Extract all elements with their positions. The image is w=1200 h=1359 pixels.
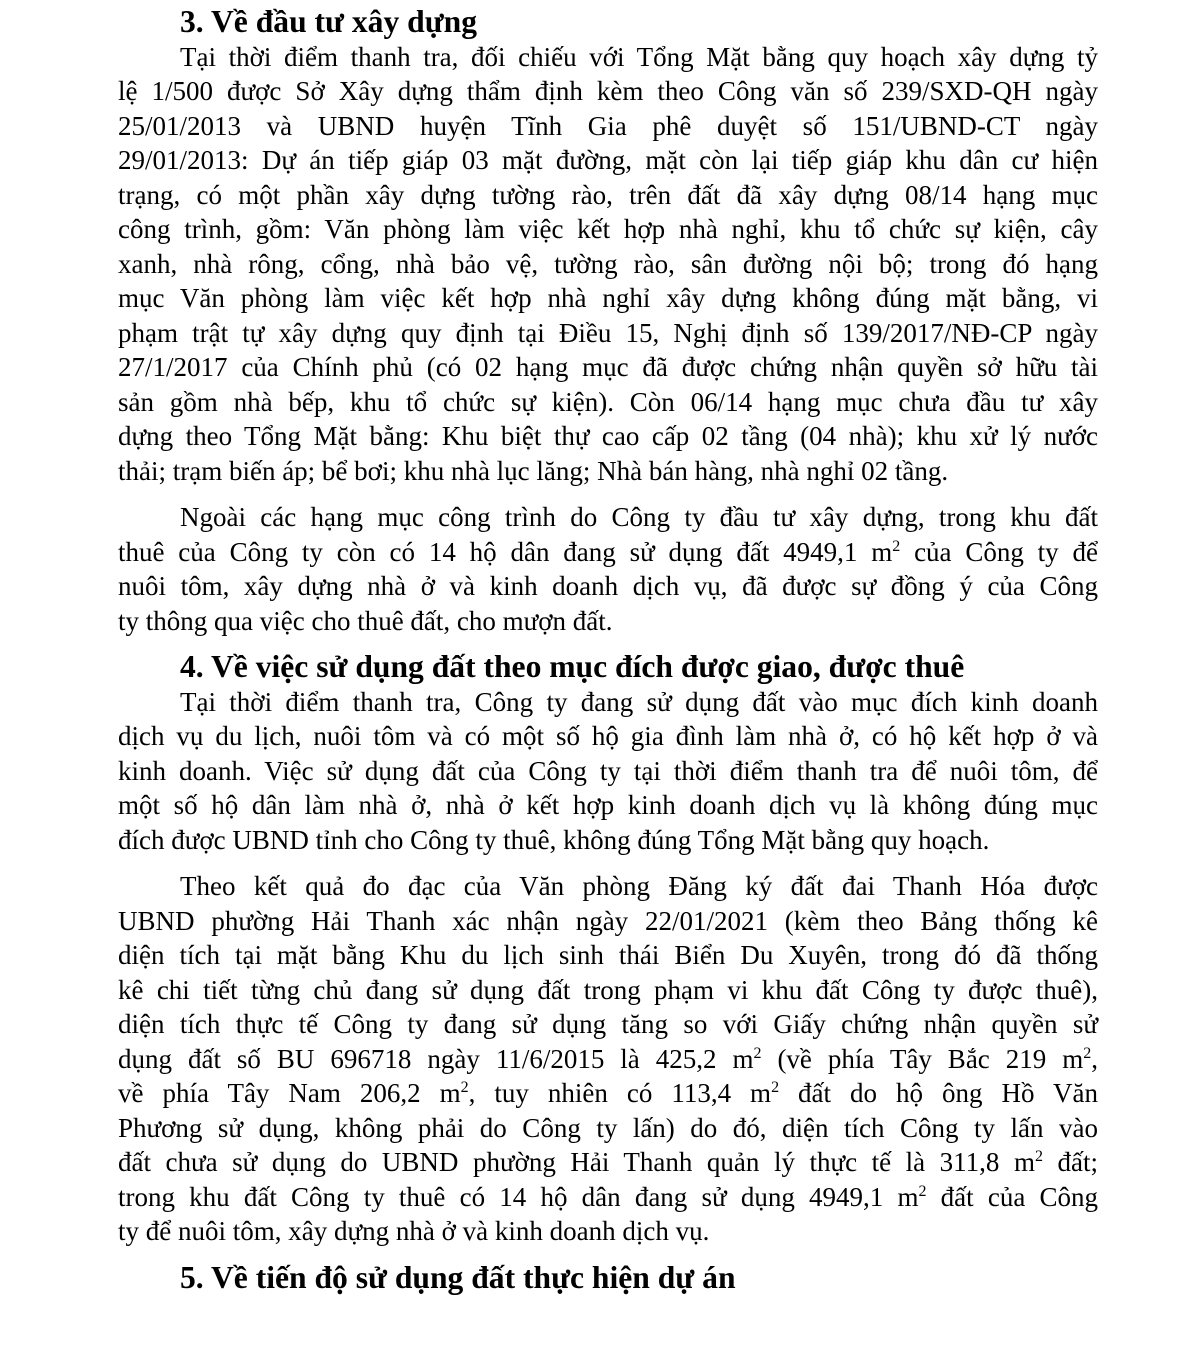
superscript: 2	[460, 1079, 469, 1096]
section-4-paragraph-2	[118, 869, 1098, 1249]
text-line	[118, 1042, 1098, 1077]
text-line: Tại thời điểm thanh tra, Công ty đang sử dụng đất vào mục đích kinh doanh	[180, 686, 1098, 717]
document-page	[118, 0, 1098, 1295]
section-5-heading: 5. Về tiến độ sử dụng đất thực hiện dự án	[180, 1259, 736, 1295]
section-3-heading: 3. Về đầu tư xây dựng	[180, 4, 478, 39]
text-line	[118, 1076, 1098, 1111]
text-line: kê chi tiết từng chủ đang sử dụng đất trong phạm vi khu đất Công ty được thuê),	[118, 974, 1098, 1005]
text-line: lệ 1/500 được Sở Xây dựng thẩm định kèm theo Công văn số 239/SXD-QH ngày	[118, 76, 1098, 106]
text-line	[118, 1180, 1098, 1215]
superscript: 2	[753, 1044, 762, 1062]
section-4-paragraph-1	[118, 685, 1098, 858]
text-line: sản gồm nhà bếp, khu tổ chức sự kiện). Còn 06/14 hạng mục chưa đầu tư xây	[118, 386, 1098, 417]
superscript: 2	[771, 1079, 780, 1096]
text-line: nuôi tôm, xây dựng nhà ở và kinh doanh dịch vụ, đã được sự đồng ý của Công	[118, 571, 1098, 601]
text-segment: đất;	[1042, 1147, 1098, 1177]
text-line: diện tích thực tế Công ty đang sử dụng tăng so với Giấy chứng nhận quyền sử	[118, 1009, 1098, 1039]
section-3-paragraph-2	[118, 500, 1098, 638]
text-line: Theo kết quả đo đạc của Văn phòng Đăng ký đất đai Thanh Hóa được	[180, 871, 1098, 901]
section-3-paragraph-1	[118, 40, 1098, 489]
text-line: đích được UBND tỉnh cho Công ty thuê, không đúng Tổng Mặt bằng quy hoạch.	[118, 824, 990, 855]
text-line: ty thông qua việc cho thuê đất, cho mượn đất.	[118, 605, 613, 636]
text-line: công trình, gồm: Văn phòng làm việc kết hợp nhà nghỉ, khu tổ chức sự kiện, cây	[118, 214, 1098, 244]
text-line	[118, 535, 1098, 570]
text-line: dựng theo Tổng Mặt bằng: Khu biệt thự cao cấp 02 tầng (04 nhà); khu xử lý nước	[118, 421, 1098, 451]
superscript: 2	[918, 1182, 927, 1200]
text-line: UBND phường Hải Thanh xác nhận ngày 22/01/2021 (kèm theo Bảng thống kê	[118, 905, 1098, 936]
text-line: 27/1/2017 của Chính phủ (có 02 hạng mục đã được chứng nhận quyền sở hữu tài	[118, 352, 1098, 382]
text-segment: ,	[1091, 1043, 1098, 1074]
text-line: dịch vụ du lịch, nuôi tôm và có một số hộ gia đình làm nhà ở, có hộ kết hợp ở và	[118, 721, 1098, 751]
text-line: 25/01/2013 và UBND huyện Tĩnh Gia phê duyệt số 151/UBND-CT ngày	[118, 110, 1098, 141]
text-segment: , tuy nhiên có 113,4 m	[468, 1078, 772, 1108]
text-segment: đất của Công	[926, 1181, 1098, 1212]
superscript: 2	[1034, 1148, 1043, 1165]
text-segment: đất do hộ ông Hồ Văn	[779, 1078, 1098, 1108]
text-line: Phương sử dụng, không phải do Công ty lấn) do đó, diện tích Công ty lấn vào	[118, 1112, 1098, 1143]
text-line: thải; trạm biến áp; bể bơi; khu nhà lục lăng; Nhà bán hàng, nhà nghỉ 02 tầng.	[118, 455, 949, 486]
text-line: trạng, có một phần xây dựng tường rào, trên đất đã xây dựng 08/14 hạng mục	[118, 179, 1098, 210]
superscript: 2	[892, 537, 901, 555]
text-line: mục Văn phòng làm việc kết hợp nhà nghỉ xây dựng không đúng mặt bằng, vi	[118, 283, 1098, 313]
text-line: ty để nuôi tôm, xây dựng nhà ở và kinh doanh dịch vụ.	[118, 1216, 710, 1246]
text-line: Ngoài các hạng mục công trình do Công ty đầu tư xây dựng, trong khu đất	[180, 502, 1098, 532]
text-line: phạm trật tự xây dựng quy định tại Điều 15, Nghị định số 139/2017/NĐ-CP ngày	[118, 317, 1098, 348]
text-line: xanh, nhà rông, cổng, nhà bảo vệ, tường rào, sân đường nội bộ; trong đó hạng	[118, 248, 1098, 279]
text-segment: đất chưa sử dụng do UBND phường Hải Thanh quản lý thực tế là 311,8 m	[118, 1147, 1035, 1177]
text-line: kinh doanh. Việc sử dụng đất của Công ty tại thời điểm thanh tra để nuôi tôm, để	[118, 755, 1098, 786]
text-segment: về phía Tây Nam 206,2 m	[118, 1078, 461, 1108]
text-segment: của Công ty để	[900, 536, 1098, 567]
text-line: 29/01/2013: Dự án tiếp giáp 03 mặt đường, mặt còn lại tiếp giáp khu dân cư hiện	[118, 145, 1098, 175]
text-line: diện tích tại mặt bằng Khu du lịch sinh thái Biển Du Xuyên, trong đó đã thống	[118, 940, 1098, 970]
text-segment: thuê của Công ty còn có 14 hộ dân đang sử dụng đất 4949,1 m	[118, 536, 893, 567]
section-4-heading: 4. Về việc sử dụng đất theo mục đích được giao, được thuê	[180, 649, 965, 684]
text-segment: (về phía Tây Bắc 219 m	[761, 1043, 1084, 1074]
text-line	[118, 1145, 1098, 1180]
text-line: một số hộ dân làm nhà ở, nhà ở kết hợp kinh doanh dịch vụ là không đúng mục	[118, 790, 1098, 820]
text-segment: trong khu đất Công ty thuê có 14 hộ dân đang sử dụng 4949,1 m	[118, 1181, 919, 1212]
text-segment: dụng đất số BU 696718 ngày 11/6/2015 là 425,2 m	[118, 1043, 754, 1074]
superscript: 2	[1083, 1044, 1092, 1062]
text-line: Tại thời điểm thanh tra, đối chiếu với Tổng Mặt bằng quy hoạch xây dựng tỷ	[180, 41, 1098, 72]
